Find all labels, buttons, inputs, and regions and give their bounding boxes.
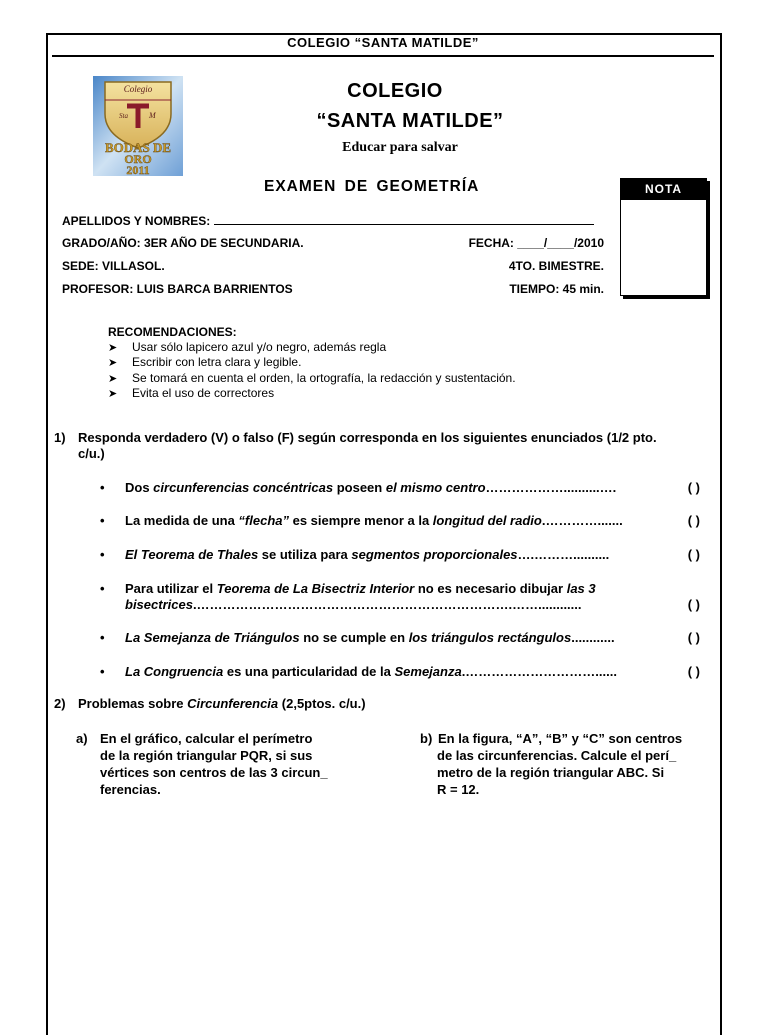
arrow-bullet-icon: ➤ [108, 342, 118, 354]
teacher-info: PROFESOR: LUIS BARCA BARRIENTOS [62, 282, 293, 296]
bullet-icon: • [100, 513, 105, 528]
grade-box-label: NOTA [621, 179, 706, 200]
list-item: ➤ Evita el uso de correctores [108, 386, 516, 401]
problem-b-label: b) [420, 731, 433, 746]
question-1-text-line1: Responda verdadero (V) o falso (F) según corresponda en los siguientes enunciados (1/2 pto. [78, 430, 657, 445]
question-1-text-line2: c/u.) [78, 446, 105, 461]
answer-blank[interactable]: ( ) [687, 513, 700, 528]
school-title-line1: COLEGIO [347, 80, 443, 102]
logo-text-1: BODAS DE [104, 140, 172, 155]
problem-a-label: a) [76, 731, 88, 746]
bullet-icon: • [100, 547, 105, 562]
bullet-icon: • [100, 480, 105, 495]
bullet-icon: • [100, 581, 105, 596]
answer-blank[interactable]: ( ) [687, 597, 700, 612]
arrow-bullet-icon: ➤ [108, 357, 118, 370]
school-header-strip: COLEGIO “SANTA MATILDE” [287, 35, 479, 50]
list-item: ➤ Se tomará en cuenta el orden, la ortografía, la redacción y sustentación. [108, 371, 516, 386]
logo-top-text: Colegio [123, 84, 153, 94]
answer-blank[interactable]: ( ) [687, 480, 700, 495]
svg-text:Sta: Sta [119, 112, 128, 120]
school-title-line2: “SANTA MATILDE” [316, 110, 504, 132]
list-item: ➤ Usar sólo lapicero azul y/o negro, además regla [108, 340, 516, 355]
question-1-number: 1) [54, 430, 66, 445]
problem-b: b) En la figura, “A”, “B” y “C” son centros de las circunferencias. Calcule el perí_ metro de la región triangular ABC. Si R = 12. [420, 731, 683, 797]
name-blank-line[interactable] [214, 213, 594, 225]
school-logo [93, 76, 183, 176]
arrow-bullet-icon: ➤ [108, 387, 118, 400]
answer-blank[interactable]: ( ) [687, 664, 700, 679]
recommendations-list [108, 340, 516, 401]
name-label: APELLIDOS Y NOMBRES: [62, 214, 211, 228]
statement-4: • Para utilizar el Teorema de La Bisectriz Interior no es necesario dibujar las 3 bisectrices.……………………………………………………………….……............ ( ) [100, 581, 700, 612]
bullet-icon: • [100, 664, 105, 679]
arrow-bullet-icon: ➤ [108, 372, 118, 385]
bullet-icon: • [100, 630, 105, 645]
problem-a: a) En el gráfico, calcular el perímetro de la región triangular PQR, si sus vértices son centros de las 3 circun_ ferencias. [76, 731, 328, 797]
question-2-heading: 2) Problemas sobre Circunferencia (2,5ptos. c/u.) [54, 696, 366, 711]
recommendations-title: RECOMENDACIONES: [108, 325, 237, 339]
header-rule [52, 55, 714, 57]
site-info: SEDE: VILLASOL. [62, 259, 165, 273]
time-info: TIEMPO: 45 min. [509, 282, 604, 296]
answer-blank[interactable]: ( ) [687, 547, 700, 562]
logo-text-3: 2011 [126, 163, 150, 176]
grade-box[interactable] [620, 178, 707, 296]
grade-info: GRADO/AÑO: 3ER AÑO DE SECUNDARIA. [62, 236, 304, 250]
question-2-number: 2) [54, 696, 66, 711]
svg-text:M: M [149, 111, 156, 120]
exam-title: EXAMEN DE GEOMETRÍA [264, 178, 480, 195]
question-1-heading [54, 430, 724, 445]
date-info: FECHA: ____/____/2010 [468, 236, 604, 250]
school-motto: Educar para salvar [342, 140, 458, 155]
answer-blank[interactable]: ( ) [687, 630, 700, 645]
logo-text-2: ORO [124, 152, 152, 166]
list-item: ➤ Escribir con letra clara y legible. [108, 355, 516, 370]
name-field[interactable] [62, 213, 594, 228]
term-info: 4TO. BIMESTRE. [508, 259, 604, 273]
